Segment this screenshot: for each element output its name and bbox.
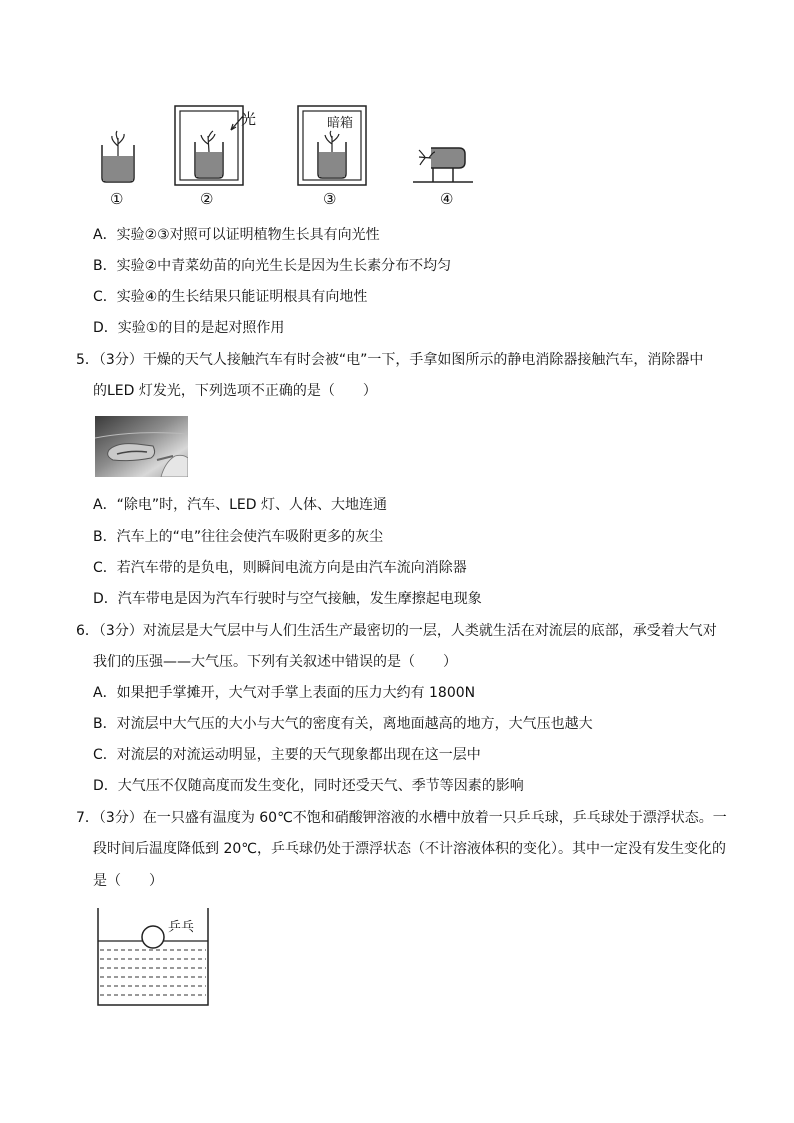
setup-2-label: ② xyxy=(200,190,214,208)
q5-stem-line2: 的LED 灯发光，下列选项不正确的是（ ） xyxy=(93,383,377,399)
light-label: 光 xyxy=(241,110,257,128)
q5-stem-line1: 5．（3分）干燥的天气人接触汽车有时会被“电”一下，手拿如图所示的静电消除器接触汽车，消除器中 xyxy=(76,352,704,368)
q4-option-b: B．实验②中青菜幼苗的向光生长是因为生长素分布不均匀 xyxy=(93,258,452,274)
tank-figure xyxy=(96,906,212,1008)
q6-option-d: D．大气压不仅随高度而发生变化，同时还受天气、季节等因素的影响 xyxy=(93,778,524,794)
setup-3-label: ③ xyxy=(323,190,337,208)
q4-option-d: D．实验①的目的是起对照作用 xyxy=(93,320,285,336)
setup-1 xyxy=(102,131,134,182)
q4-option-a: A．实验②③对照可以证明植物生长具有向光性 xyxy=(93,227,380,243)
q6-option-b: B．对流层中大气压的大小与大气的密度有关，离地面越高的地方，大气压也越大 xyxy=(93,716,593,732)
q4-option-c: C．实验④的生长结果只能证明根具有向地性 xyxy=(93,289,368,305)
q6-stem-line1: 6．（3分）对流层是大气层中与人们生活生产最密切的一层，人类就生活在对流层的底部，承受着大气对 xyxy=(76,623,717,639)
plant-experiment-figure xyxy=(95,100,485,210)
setup-2 xyxy=(175,106,243,185)
q5-option-c: C．若汽车带的是负电，则瞬间电流方向是由汽车流向消除器 xyxy=(93,560,467,576)
q6-option-a: A．如果把手掌摊开，大气对手掌上表面的压力大约有 1800N xyxy=(93,685,476,701)
q5-option-a: A．“除电”时，汽车、LED 灯、人体、大地连通 xyxy=(93,497,387,513)
setup-1-label: ① xyxy=(110,190,124,208)
q7-stem-line2: 段时间后温度降低到 20℃，乒乓球仍处于漂浮状态（不计溶液体积的变化）。其中一定没有发生变化的 xyxy=(93,841,726,857)
q5-option-d: D．汽车带电是因为汽车行驶时与空气接触，发生摩擦起电现象 xyxy=(93,591,482,607)
setup-4-label: ④ xyxy=(440,190,454,208)
pingpong-label: 乒乓 xyxy=(168,920,195,935)
darkbox-label: 暗箱 xyxy=(327,116,354,131)
car-door-photo xyxy=(95,416,188,477)
q7-stem-line3: 是（ ） xyxy=(93,873,163,889)
q7-stem-line1: 7．（3分）在一只盛有温度为 60℃不饱和硝酸钾溶液的水槽中放着一只乒乓球，乒乓球处于漂浮状态。一 xyxy=(76,810,727,826)
q6-stem-line2: 我们的压强——大气压。下列有关叙述中错误的是（ ） xyxy=(93,654,457,670)
q6-option-c: C．对流层的对流运动明显，主要的天气现象都出现在这一层中 xyxy=(93,747,481,763)
q5-option-b: B．汽车上的“电”往往会使汽车吸附更多的灰尘 xyxy=(93,529,384,545)
setup-4 xyxy=(413,148,473,182)
